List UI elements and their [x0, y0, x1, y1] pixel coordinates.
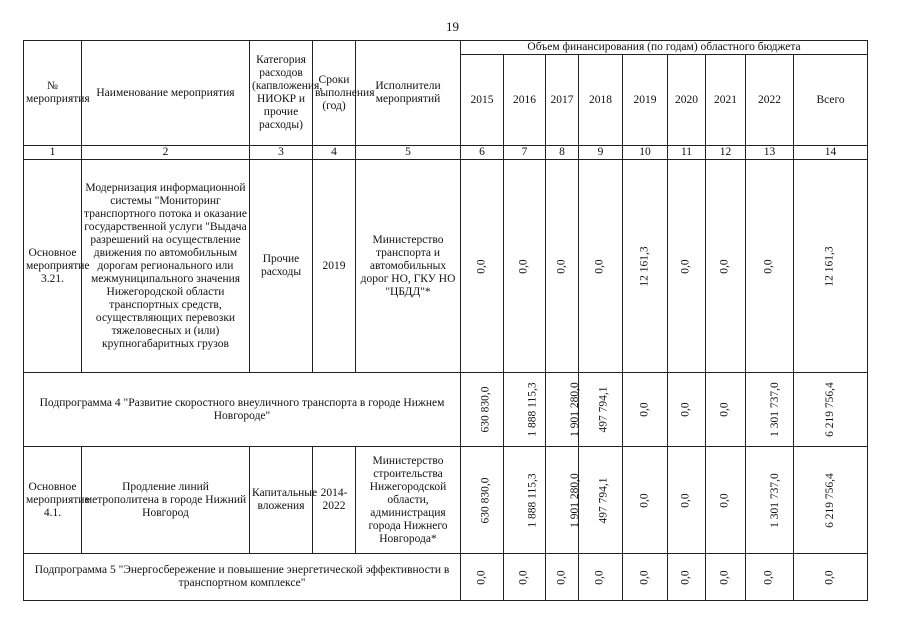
- year-header: 2019: [623, 55, 668, 146]
- value-2017: 1 901 280,0: [568, 382, 581, 437]
- header-row-1: [24, 41, 868, 55]
- executors: Министерство транспорта и автомобильных дорог НО, ГКУ НО "ЦБДД"*: [356, 160, 461, 373]
- value-2018: 0,0: [594, 569, 606, 585]
- value-2015: 0,0: [475, 569, 488, 585]
- value-cell: [706, 554, 746, 601]
- value-cell: [546, 160, 579, 373]
- value-cell: [794, 373, 868, 447]
- value-cell: [794, 160, 868, 373]
- value-cell: [461, 373, 504, 447]
- value-2022: 0,0: [763, 258, 775, 274]
- value-cell: [794, 447, 868, 554]
- value-2015: 630 830,0: [479, 386, 492, 433]
- table-row: [24, 160, 868, 373]
- value-2019: 0,0: [638, 402, 651, 417]
- value-2021: 0,0: [719, 402, 731, 417]
- value-cell: [504, 373, 546, 447]
- value-cell: [706, 373, 746, 447]
- value-cell: [706, 160, 746, 373]
- value-2017: 0,0: [555, 569, 568, 585]
- value-2020: 0,0: [680, 402, 692, 417]
- value-cell: [504, 554, 546, 601]
- subprogram-title: Подпрограмма 5 "Энергосбережение и повышение энергетической эффективности в транспортном комплексе": [24, 554, 461, 601]
- value-2016: 1 888 115,3: [526, 472, 539, 528]
- value-cell: [461, 554, 504, 601]
- year-header: 2021: [706, 55, 746, 146]
- value-total: 6 219 756,4: [824, 382, 837, 437]
- header-col5: Исполнители мероприятий: [356, 41, 461, 146]
- column-number: 3: [250, 146, 313, 160]
- value-cell: [546, 554, 579, 601]
- value-2022: 0,0: [763, 569, 775, 585]
- activity-number: Основное мероприятие 3.21.: [24, 160, 82, 373]
- value-2017: 0,0: [555, 258, 568, 274]
- value-cell: [746, 160, 794, 373]
- value-cell: [579, 447, 623, 554]
- value-2019: 0,0: [638, 492, 651, 508]
- value-cell: [579, 373, 623, 447]
- value-cell: [623, 160, 668, 373]
- value-2020: 0,0: [680, 569, 692, 585]
- header-col2: Наименование мероприятия: [82, 41, 250, 146]
- value-cell: [546, 373, 579, 447]
- year-header: 2015: [461, 55, 504, 146]
- header-col4: Сроки выполнения (год): [313, 41, 356, 146]
- value-2018: 497 794,1: [597, 386, 610, 433]
- column-numbers-row: [24, 146, 868, 160]
- column-number: 6: [461, 146, 504, 160]
- value-total: 0,0: [824, 569, 837, 585]
- subprogram-row: [24, 373, 868, 447]
- value-cell: [668, 373, 706, 447]
- value-cell: [668, 447, 706, 554]
- column-number: 14: [794, 146, 868, 160]
- year-header: 2022: [746, 55, 794, 146]
- value-cell: [706, 447, 746, 554]
- year-header: 2017: [546, 55, 579, 146]
- total-header: Всего: [794, 55, 868, 146]
- value-2018: 0,0: [594, 258, 606, 274]
- value-2020: 0,0: [680, 258, 692, 274]
- value-2016: 0,0: [518, 258, 530, 274]
- value-cell: [623, 554, 668, 601]
- value-cell: [461, 160, 504, 373]
- value-cell: [504, 160, 546, 373]
- value-2022: 1 301 737,0: [768, 472, 781, 528]
- value-cell: [623, 447, 668, 554]
- value-2016: 1 888 115,3: [526, 382, 539, 437]
- value-2022: 1 301 737,0: [768, 382, 781, 437]
- value-cell: [579, 160, 623, 373]
- value-2021: 0,0: [719, 569, 731, 585]
- execution-term: 2014-2022: [313, 447, 356, 554]
- value-total: 12 161,3: [824, 245, 837, 287]
- value-cell: [668, 160, 706, 373]
- value-2020: 0,0: [680, 492, 692, 508]
- funding-header: Объем финансирования (по годам) областного бюджета: [461, 41, 868, 55]
- value-2021: 0,0: [719, 258, 731, 274]
- value-2021: 0,0: [719, 492, 731, 508]
- value-cell: [746, 373, 794, 447]
- header-col3: Категория расходов (капвложения, НИОКР и прочие расходы): [250, 41, 313, 146]
- column-number: 8: [546, 146, 579, 160]
- expense-category: Прочие расходы: [250, 160, 313, 373]
- year-header: 2018: [579, 55, 623, 146]
- column-number: 4: [313, 146, 356, 160]
- activity-number: Основное мероприятие 4.1.: [24, 447, 82, 554]
- value-2016: 0,0: [518, 569, 530, 585]
- value-cell: [623, 373, 668, 447]
- value-cell: [504, 447, 546, 554]
- value-cell: [746, 447, 794, 554]
- value-2015: 630 830,0: [479, 477, 492, 523]
- header-col1: № мероприятия: [24, 41, 82, 146]
- subprogram-title: Подпрограмма 4 "Развитие скоростного внеуличного транспорта в городе Нижнем Новгороде": [24, 373, 461, 447]
- value-cell: [546, 447, 579, 554]
- subprogram-row: [24, 554, 868, 601]
- activity-name: Продление линий метрополитена в городе Нижний Новгород: [82, 447, 250, 554]
- column-number: 5: [356, 146, 461, 160]
- expense-category: Капитальные вложения: [250, 447, 313, 554]
- year-header: 2016: [504, 55, 546, 146]
- activity-name: Модернизация информационной системы "Мониторинг транспортного потока и оказание государственной услуги "Выдача разрешений на осуществление движения по автомобильным дорогам регионального или межмуниципального значения Нижегородской области транспортных средств, осуществляющих перевозки тяжеловесных и (или) крупногабаритных грузов: [82, 160, 250, 373]
- value-cell: [794, 554, 868, 601]
- column-number: 1: [24, 146, 82, 160]
- column-number: 9: [579, 146, 623, 160]
- year-header: 2020: [668, 55, 706, 146]
- executors: Министерство строительства Нижегородской области, администрация города Нижнего Новгорода*: [356, 447, 461, 554]
- value-cell: [668, 554, 706, 601]
- value-2015: 0,0: [475, 258, 488, 274]
- value-cell: [461, 447, 504, 554]
- value-2017: 1 901 280,0: [568, 472, 581, 528]
- value-2019: 0,0: [638, 569, 651, 585]
- column-number: 10: [623, 146, 668, 160]
- funding-table: [23, 40, 868, 601]
- value-total: 6 219 756,4: [824, 472, 837, 528]
- column-number: 12: [706, 146, 746, 160]
- value-cell: [746, 554, 794, 601]
- table-row: [24, 447, 868, 554]
- value-2019: 12 161,3: [638, 245, 651, 287]
- column-number: 7: [504, 146, 546, 160]
- column-number: 13: [746, 146, 794, 160]
- column-number: 2: [82, 146, 250, 160]
- value-cell: [579, 554, 623, 601]
- value-2018: 497 794,1: [597, 477, 610, 523]
- execution-term: 2019: [313, 160, 356, 373]
- page-number: 19: [446, 19, 459, 34]
- column-number: 11: [668, 146, 706, 160]
